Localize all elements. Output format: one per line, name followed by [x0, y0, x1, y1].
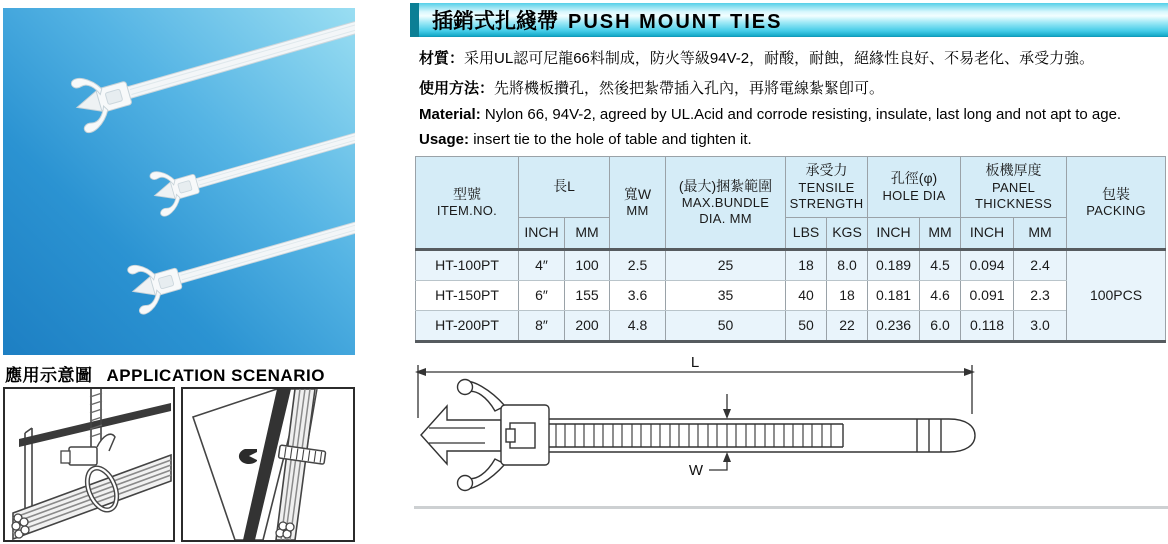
cell-bundle: 25 — [666, 250, 786, 281]
subcol-panel-inch: INCH — [961, 218, 1014, 250]
application-heading-zh: 應用示意圖 — [5, 366, 93, 385]
usage-line-en — [419, 131, 1167, 148]
cell-item: HT-100PT — [416, 250, 519, 281]
cell-lbs: 18 — [786, 250, 827, 281]
material-label-en: Material: — [419, 106, 481, 123]
bottom-divider — [414, 506, 1168, 509]
cell-width: 4.8 — [610, 311, 666, 342]
title-accent-bar — [410, 3, 419, 37]
usage-text-en: insert tie to the hole of table and tighten it. — [473, 131, 752, 148]
col-bundle: (最大)捆紮範圍 MAX.BUNDLE DIA. MM — [666, 157, 786, 250]
cell-inch: 8″ — [519, 311, 565, 342]
cell-hole-inch: 0.189 — [868, 250, 920, 281]
page-title — [419, 5, 782, 35]
subcol-panel-mm: MM — [1014, 218, 1067, 250]
product-photo — [3, 8, 355, 355]
dim-arrow-right — [964, 368, 975, 376]
material-text-zh: 采用UL認可尼龍66料制成，防火等級94V-2，耐酸，耐蝕，絕緣性良好、不易老化、承受力強。 — [464, 50, 1095, 67]
cable-ties-photo-art — [3, 8, 355, 355]
table-row — [416, 250, 1166, 281]
spec-table — [415, 156, 1166, 343]
subcol-hole-mm: MM — [920, 218, 961, 250]
cell-hole-inch: 0.181 — [868, 281, 920, 311]
dim-arrow-w-top — [723, 409, 731, 419]
table-row — [416, 311, 1166, 342]
col-length: 長L — [519, 157, 610, 218]
cell-hole-mm: 4.6 — [920, 281, 961, 311]
usage-label-en: Usage: — [419, 131, 470, 148]
cell-mm: 100 — [565, 250, 610, 281]
cell-panel-mm: 3.0 — [1014, 311, 1067, 342]
dim-width-label: W — [688, 462, 703, 479]
page-title-en: PUSH MOUNT TIES — [568, 11, 783, 33]
subcol-lbs: LBS — [786, 218, 827, 250]
usage-label-zh: 使用方法： — [419, 80, 495, 97]
cell-packing: 100PCS — [1067, 250, 1166, 342]
subcol-length-mm: MM — [565, 218, 610, 250]
cell-bundle: 50 — [666, 311, 786, 342]
col-item: 型號 ITEM.NO. — [416, 157, 519, 250]
cell-mm: 200 — [565, 311, 610, 342]
application-drawing-1 — [3, 387, 175, 542]
subcol-kgs: KGS — [827, 218, 868, 250]
material-line-en — [419, 106, 1167, 123]
cell-hole-mm: 6.0 — [920, 311, 961, 342]
cell-panel-inch: 0.118 — [961, 311, 1014, 342]
application-drawing-2-art — [183, 389, 353, 540]
application-scenario-heading — [5, 361, 355, 383]
table-row — [416, 281, 1166, 311]
col-hole: 孔徑(φ) HOLE DIA — [868, 157, 961, 218]
cell-hole-inch: 0.236 — [868, 311, 920, 342]
page-title-bar — [410, 3, 1168, 37]
col-tensile: 承受力 TENSILE STRENGTH — [786, 157, 868, 218]
cell-hole-mm: 4.5 — [920, 250, 961, 281]
cell-lbs: 50 — [786, 311, 827, 342]
cell-inch: 4″ — [519, 250, 565, 281]
dim-arrow-left — [415, 368, 426, 376]
cell-kgs: 18 — [827, 281, 868, 311]
dim-arrow-w-bottom — [723, 452, 731, 462]
col-panel: 板機厚度 PANEL THICKNESS — [961, 157, 1067, 218]
col-width: 寬W MM — [610, 157, 666, 250]
cell-item: HT-150PT — [416, 281, 519, 311]
subcol-length-inch: INCH — [519, 218, 565, 250]
cell-panel-mm: 2.4 — [1014, 250, 1067, 281]
page-title-zh: 插銷式扎綫帶 — [432, 10, 558, 33]
cell-width: 2.5 — [610, 250, 666, 281]
material-line-zh — [419, 47, 1167, 68]
usage-text-zh: 先將機板攢孔，然後把紮帶插入孔內，再將電線紮緊卽可。 — [494, 80, 885, 97]
subcol-hole-inch: INCH — [868, 218, 920, 250]
cell-item: HT-200PT — [416, 311, 519, 342]
dim-length-label: L — [690, 356, 700, 371]
cell-width: 3.6 — [610, 281, 666, 311]
application-heading-en: APPLICATION SCENARIO — [106, 366, 325, 385]
cell-panel-mm: 2.3 — [1014, 281, 1067, 311]
usage-line-zh — [419, 77, 1167, 98]
cell-bundle: 35 — [666, 281, 786, 311]
application-drawing-2 — [181, 387, 355, 542]
cell-panel-inch: 0.091 — [961, 281, 1014, 311]
cell-inch: 6″ — [519, 281, 565, 311]
material-label-zh: 材質： — [419, 50, 465, 67]
cell-kgs: 22 — [827, 311, 868, 342]
technical-drawing — [413, 356, 993, 504]
cell-lbs: 40 — [786, 281, 827, 311]
cell-panel-inch: 0.094 — [961, 250, 1014, 281]
cell-mm: 155 — [565, 281, 610, 311]
cell-kgs: 8.0 — [827, 250, 868, 281]
col-packing: 包裝 PACKING — [1067, 157, 1166, 250]
material-text-en: Nylon 66, 94V-2, agreed by UL.Acid and corrode resisting, insulate, last long and not apt to age. — [484, 106, 1122, 123]
application-drawing-1-art — [5, 389, 173, 540]
